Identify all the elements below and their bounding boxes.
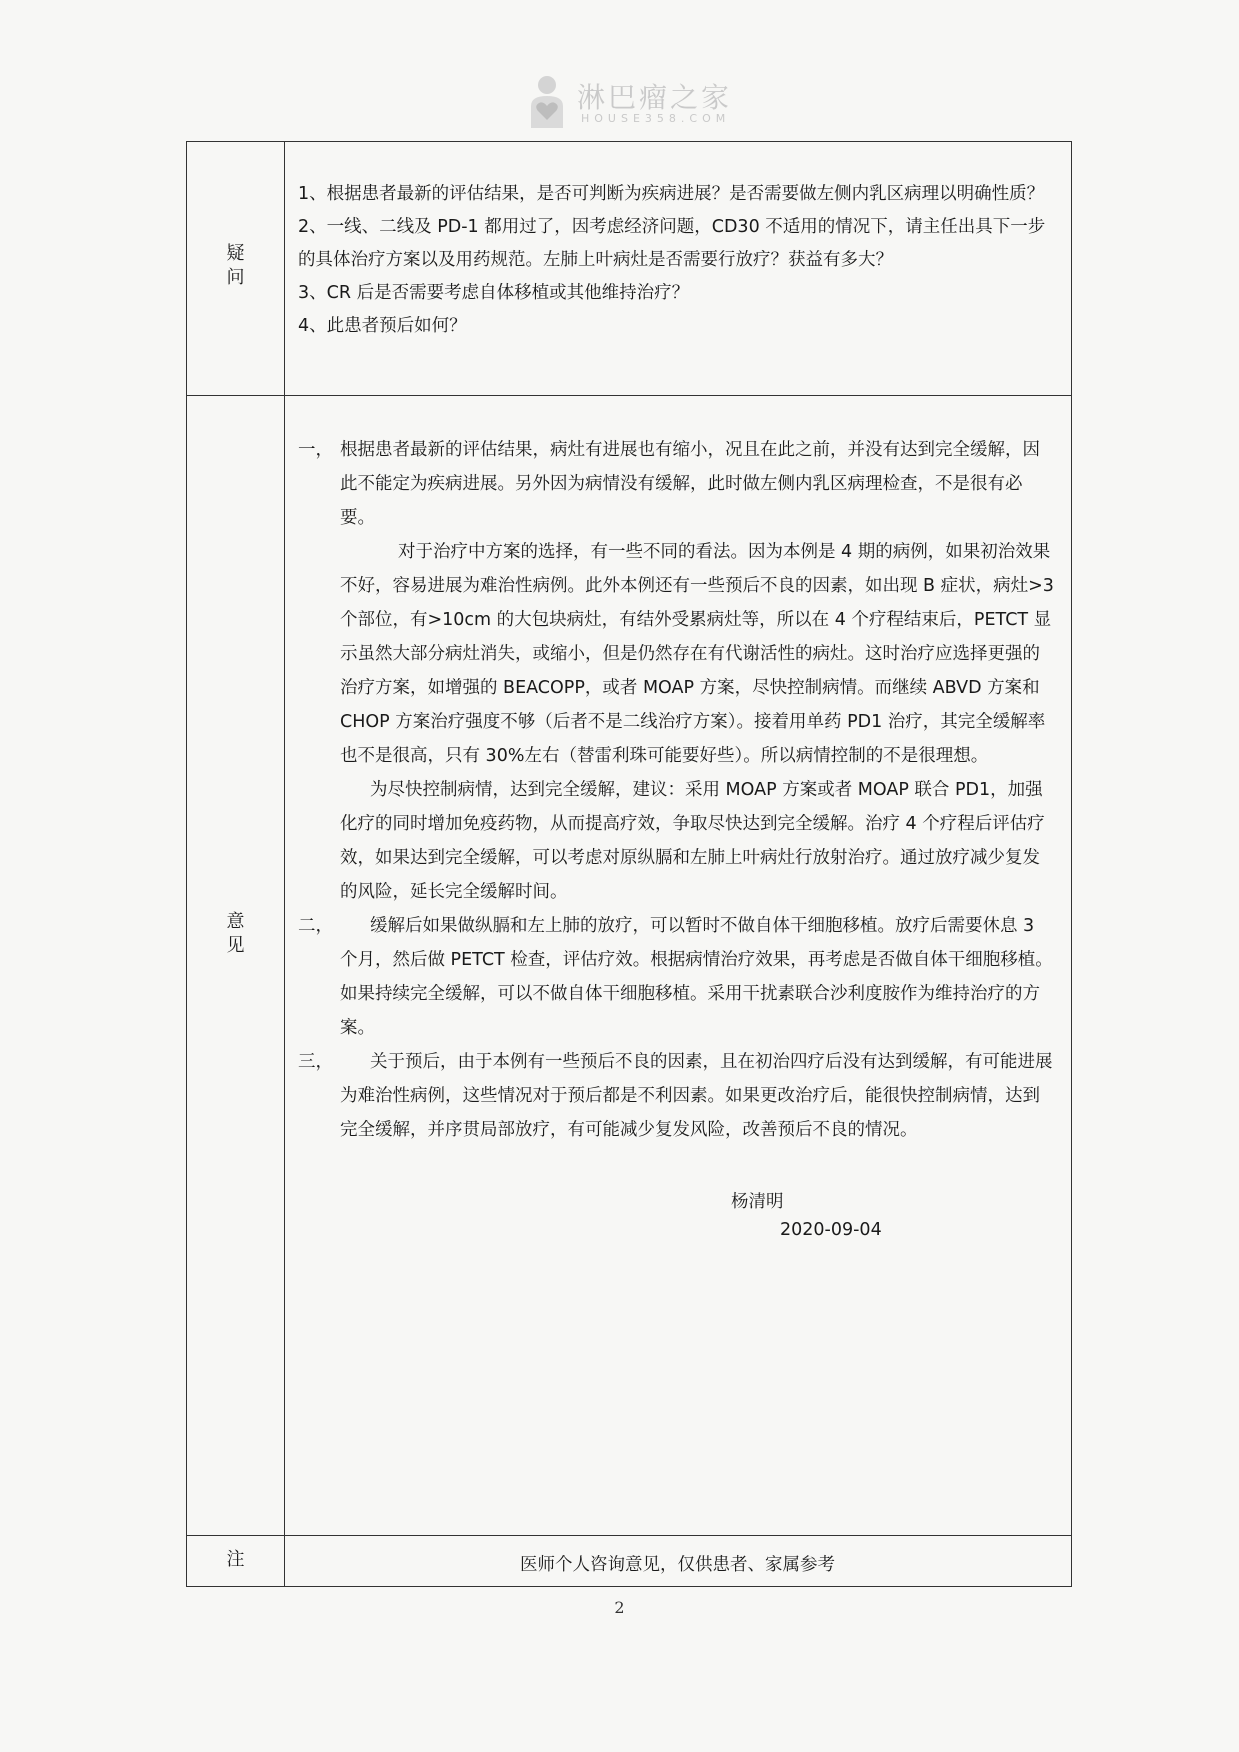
opinion-item-3: [298, 1045, 1057, 1147]
watermark-subtitle: HOUSE358.COM: [581, 112, 731, 125]
consultation-table: [186, 141, 1072, 1587]
opinion-paragraph: 关于预后，由于本例有一些预后不良的因素，且在初治四疗后没有达到缓解，有可能进展为难治性病例，这些情况对于预后都是不利因素。如果更改治疗后，能很快控制病情，达到完全缓解，并序贯局部放疗，有可能减少复发风险，改善预后不良的情况。: [340, 1052, 1053, 1140]
opinion-number: 三，: [298, 1052, 333, 1072]
row-divider-opinion: [187, 1535, 1071, 1536]
page-number: 2: [614, 1598, 625, 1617]
opinion-paragraph: 缓解后如果做纵膈和左上肺的放疗，可以暂时不做自体干细胞移植。放疗后需要休息 3 个月，然后做 PETCT 检查，评估疗效。根据病情治疗效果，再考虑是否做自体干细胞移植。如果持续完全缓解，可以不做自体干细胞移植。采用干扰素联合沙利度胺作为维持治疗的方案。: [340, 916, 1053, 1038]
question-list: [298, 178, 1057, 343]
question-label: 疑问: [226, 243, 245, 288]
opinion-number: 二，: [298, 916, 333, 936]
signature-name: 杨清明: [731, 1192, 784, 1212]
opinion-label: 意见: [226, 911, 245, 956]
opinion-item-1: [298, 433, 1057, 535]
signature-date: 2020-09-04: [780, 1220, 882, 1240]
opinion-paragraph: 根据患者最新的评估结果，病灶有进展也有缩小，况且在此之前，并没有达到完全缓解，因此不能定为疾病进展。另外因为病情没有缓解，此时做左侧内乳区病理检查，不是很有必要。: [340, 440, 1040, 528]
watermark-logo: [525, 70, 745, 132]
question-item: 3、CR 后是否需要考虑自体移植或其他维持治疗？: [298, 283, 690, 303]
opinion-body: [298, 433, 1057, 1147]
question-item: 2、一线、二线及 PD-1 都用过了，因考虑经济问题，CD30 不适用的情况下，请主任出具下一步的具体治疗方案以及用药规范。左肺上叶病灶是否需要行放疗？获益有多大？: [298, 217, 1046, 270]
opinion-number: 一，: [298, 440, 333, 460]
person-heart-icon: [525, 74, 569, 130]
row-divider-questions: [187, 395, 1071, 396]
question-item: 4、此患者预后如何？: [298, 316, 467, 336]
opinion-paragraph: 对于治疗中方案的选择，有一些不同的看法。因为本例是 4 期的病例，如果初治效果不好，容易进展为难治性病例。此外本例还有一些预后不良的因素，如出现 B 症状，病灶>3 个部位，有>10cm 的大包块病灶，有结外受累病灶等，所以在 4 个疗程结束后，PETCT 显示虽然大部分病灶消失，或缩小，但是仍然存在有代谢活性的病灶。这时治疗应选择更强的治疗方案，如增强的 BEACOPP，或者 MOAP 方案，尽快控制病情。而继续 ABVD 方案和 CHOP 方案治疗强度不够（后者不是二线治疗方案）。接着用单药 PD1 治疗，其完全缓解率也不是很高，只有 30%左右（替雷利珠可能要好些）。所以病情控制的不是很理想。: [340, 542, 1054, 766]
note-label: 注: [226, 1549, 245, 1570]
watermark-title: 淋巴瘤之家: [577, 81, 733, 114]
question-item: 1、根据患者最新的评估结果，是否可判断为疾病进展？是否需要做左侧内乳区病理以明确性质？: [298, 184, 1045, 204]
opinion-item-2: [298, 909, 1057, 1045]
label-column-divider: [284, 142, 285, 1586]
note-text: 医师个人咨询意见，仅供患者、家属参考: [520, 1555, 835, 1575]
opinion-paragraph: 为尽快控制病情，达到完全缓解，建议：采用 MOAP 方案或者 MOAP 联合 PD1，加强化疗的同时增加免疫药物，从而提高疗效，争取尽快达到完全缓解。治疗 4 个疗程后评估疗效，如果达到完全缓解，可以考虑对原纵膈和左肺上叶病灶行放射治疗。通过放疗减少复发的风险，延长完全缓解时间。: [340, 780, 1045, 902]
